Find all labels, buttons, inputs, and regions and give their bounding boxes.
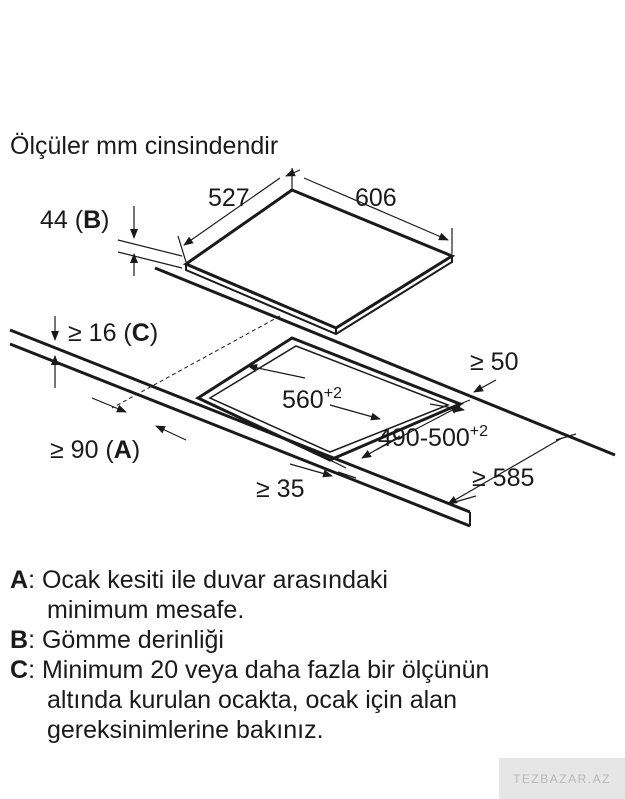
depth-label: 527 (208, 184, 250, 212)
b-height-dimension (118, 206, 182, 276)
legend-item-b (10, 625, 489, 655)
legend-text-a-cont: minimum mesafe. (47, 596, 245, 624)
legend-text-c-cont2: gereksinimlerine bakınız. (47, 716, 324, 744)
legend-text-b: : Gömme derinliği (28, 626, 224, 654)
cutout-depth-label: $490-500^{+2}$ (378, 423, 488, 452)
legend-item-c (10, 655, 489, 685)
legend-text-a: : Ocak kesiti ile duvar arasındaki (28, 566, 388, 594)
page-title: Ölçüler mm cinsindendir (10, 132, 279, 160)
min-585-label: ≥ 585 (472, 464, 535, 492)
cutout-width-label: $560^{+2}$ (282, 385, 342, 414)
c-min-label: ≥ 16 (C) (68, 319, 159, 347)
legend-key-a: A (10, 566, 29, 594)
watermark: TEZBAZAR.AZ (499, 758, 625, 799)
width-label: 606 (355, 184, 397, 212)
legend-key-b: B (10, 626, 29, 654)
a-min-label: ≥ 90 (A) (50, 436, 141, 464)
legend-text-c: : Minimum 20 veya daha fazla bir ölçünün (28, 656, 490, 684)
legend-item-a (10, 565, 489, 595)
legend-key-c: C (10, 656, 29, 684)
legend (10, 565, 489, 745)
min-35-label: ≥ 35 (256, 475, 305, 503)
hob-dimension-lines (178, 168, 452, 262)
b-height-label: 44 (B) (40, 206, 110, 234)
legend-text-c-cont1: altında kurulan ocakta, ocak için alan (47, 686, 457, 714)
min-50-label: ≥ 50 (470, 348, 519, 376)
min-50-arrow (474, 380, 496, 392)
